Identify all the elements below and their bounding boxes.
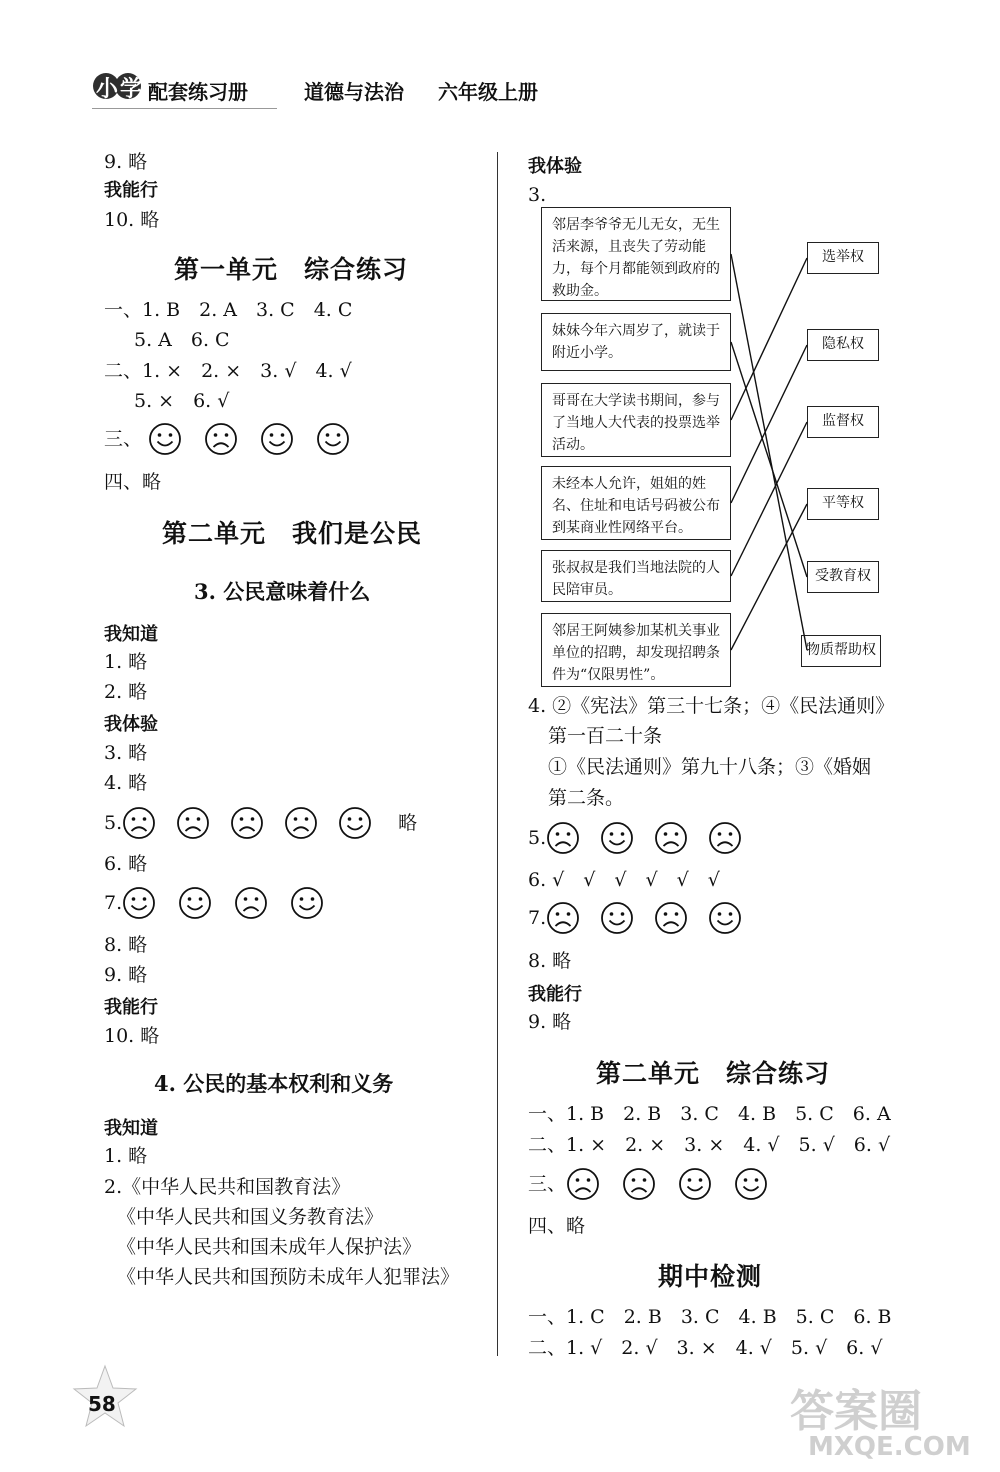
u1-b: 二、1. × 2. × 3. √ 4. √ — [104, 360, 352, 382]
left-zhidao: 我知道 — [104, 624, 158, 645]
smile-icon — [734, 1167, 768, 1201]
unit1-title: 第一单元 综合练习 — [174, 255, 409, 284]
u1-a2: 5. A 6. C — [134, 329, 230, 351]
smile-icon — [338, 806, 372, 840]
sad-icon — [284, 806, 318, 840]
sad-icon — [234, 886, 268, 920]
right-q7-label: 7. — [528, 907, 547, 929]
left-woneng: 我能行 — [104, 180, 158, 201]
lesson4-title: 4. 公民的基本权利和义务 — [154, 1071, 394, 1096]
u2-b: 二、1. × 2. × 3. × 4. √ 5. √ 6. √ — [528, 1134, 891, 1156]
q5-label: 5. — [104, 812, 123, 834]
lesson3-title: 3. 公民意味着什么 — [194, 579, 371, 604]
connector-line — [731, 504, 807, 650]
right-q7 — [528, 901, 742, 935]
connector-line — [731, 258, 807, 420]
sad-icon — [654, 821, 688, 855]
u1-c-label: 三、 — [104, 428, 143, 450]
right-q4d: 第二条。 — [548, 787, 625, 809]
right-q6: 6. √ √ √ √ √ √ — [528, 869, 720, 891]
connector-line — [731, 254, 807, 650]
right-q5-label: 5. — [528, 827, 547, 849]
r2: 2.《中华人民共和国教育法》 — [104, 1176, 351, 1198]
u1-d: 四、略 — [104, 471, 162, 493]
right-box: 监督权 — [807, 406, 879, 438]
header-subject: 道德与法治 — [304, 80, 404, 104]
u2-c-label: 三、 — [528, 1173, 567, 1195]
sad-icon — [622, 1167, 656, 1201]
sad-icon — [176, 806, 210, 840]
right-box: 选举权 — [807, 242, 879, 274]
right-q8: 8. 略 — [528, 950, 572, 972]
connector-line — [731, 422, 807, 576]
sad-icon — [546, 901, 580, 935]
m-a: 一、1. C 2. B 3. C 4. B 5. C 6. B — [528, 1306, 892, 1328]
smile-icon — [290, 886, 324, 920]
q4: 4. 略 — [104, 772, 148, 794]
sad-icon — [122, 806, 156, 840]
mid-title: 期中检测 — [658, 1262, 763, 1291]
q8: 8. 略 — [104, 934, 148, 956]
m-b: 二、1. √ 2. √ 3. × 4. √ 5. √ 6. √ — [528, 1337, 883, 1359]
right-box: 平等权 — [807, 488, 879, 520]
right-woneng: 我能行 — [528, 984, 582, 1005]
u2-d: 四、略 — [528, 1215, 586, 1237]
r1: 1. 略 — [104, 1145, 148, 1167]
r2b: 《中华人民共和国义务教育法》 — [117, 1206, 384, 1228]
logo-text: 小学 — [96, 77, 145, 102]
header-grade: 六年级上册 — [438, 80, 538, 104]
u1-a: 一、1. B 2. A 3. C 4. C — [104, 299, 353, 321]
case-box: 妹妹今年六周岁了，就读于附近小学。 — [541, 313, 731, 371]
u1-b2: 5. × 6. √ — [134, 390, 230, 412]
right-tiyan: 我体验 — [528, 156, 582, 177]
watermark-url: MXQE.COM — [808, 1432, 971, 1462]
case-box: 张叔叔是我们当地法院的人民陪审员。 — [541, 550, 731, 602]
left-tiyan: 我体验 — [104, 714, 158, 735]
smile-icon — [600, 901, 634, 935]
right-q3: 3. — [528, 184, 547, 206]
q2: 2. 略 — [104, 681, 148, 703]
q7-label: 7. — [104, 892, 123, 914]
right-q4a: 4. ②《宪法》第三十七条；④《民法通则》 — [528, 695, 895, 717]
case-box: 邻居李爷爷无儿无女，无生活来源，且丧失了劳动能力，每个月都能领到政府的救助金。 — [541, 207, 731, 301]
u2-a: 一、1. B 2. B 3. C 4. B 5. C 6. A — [528, 1103, 891, 1125]
case-box: 哥哥在大学读书期间，参与了当地人大代表的投票选举活动。 — [541, 383, 731, 457]
smile-icon — [122, 886, 156, 920]
q5 — [104, 806, 417, 840]
sad-icon — [566, 1167, 600, 1201]
right-q4c: ①《民法通则》第九十八条；③《婚姻 — [548, 756, 872, 778]
q3: 3. 略 — [104, 742, 148, 764]
connector-line — [731, 342, 807, 577]
sad-icon — [546, 821, 580, 855]
case-box: 邻居王阿姨参加某机关事业单位的招聘，却发现招聘条件为“仅限男性”。 — [541, 613, 731, 687]
header-book: 配套练习册 — [148, 80, 248, 104]
right-q9: 9. 略 — [528, 1011, 572, 1033]
right-box: 物质帮助权 — [801, 635, 881, 667]
left-zhidao2: 我知道 — [104, 1118, 158, 1139]
sad-icon — [654, 901, 688, 935]
case-box: 未经本人允许，姐姐的姓名、住址和电话号码被公布到某商业性网络平台。 — [541, 466, 731, 540]
smile-icon — [678, 1167, 712, 1201]
smile-icon — [178, 886, 212, 920]
u2-c — [528, 1167, 768, 1201]
q10: 10. 略 — [104, 1025, 160, 1047]
unit2-title: 第二单元 我们是公民 — [162, 519, 423, 548]
smile-icon — [600, 821, 634, 855]
q7 — [104, 886, 324, 920]
q5-tail: 略 — [398, 812, 418, 834]
right-box: 受教育权 — [807, 561, 879, 593]
right-q5 — [528, 821, 742, 855]
r2d: 《中华人民共和国预防未成年人犯罪法》 — [117, 1266, 460, 1288]
watermark-brand: 答案圈 — [790, 1386, 922, 1437]
right-unit2-title: 第二单元 综合练习 — [596, 1059, 831, 1088]
sad-icon — [708, 821, 742, 855]
sad-icon — [230, 806, 264, 840]
q1: 1. 略 — [104, 651, 148, 673]
left-woneng2: 我能行 — [104, 997, 158, 1018]
connector-lines — [0, 0, 1000, 720]
q9: 9. 略 — [104, 964, 148, 986]
right-q4b: 第一百二十条 — [548, 725, 663, 747]
l10: 10. 略 — [104, 209, 160, 231]
r2c: 《中华人民共和国未成年人保护法》 — [117, 1236, 422, 1258]
right-box: 隐私权 — [807, 329, 879, 361]
l9: 9. 略 — [104, 151, 148, 173]
page-number: 58 — [88, 1392, 116, 1416]
connector-line — [731, 345, 807, 503]
q6: 6. 略 — [104, 853, 148, 875]
smile-icon — [708, 901, 742, 935]
